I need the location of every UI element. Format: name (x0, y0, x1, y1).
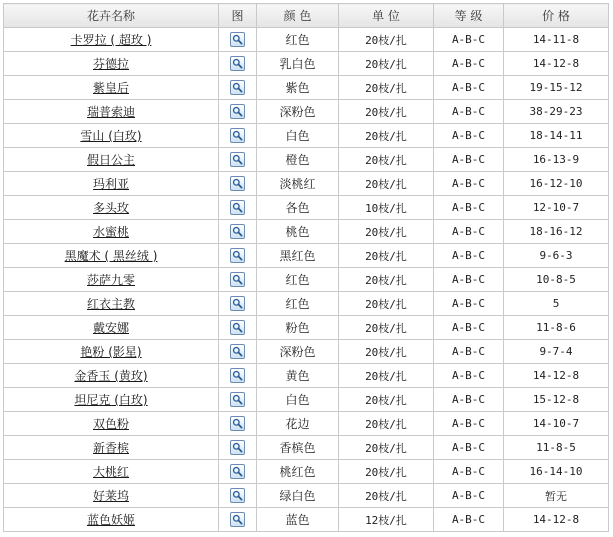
price-cell: 14-12-8 (504, 364, 609, 388)
unit-cell: 20枝/扎 (339, 436, 434, 460)
flower-name-link[interactable]: 蓝色妖姬 (86, 513, 135, 527)
table-row (4, 220, 609, 244)
table-row (4, 436, 609, 460)
flower-name-link[interactable]: 戴安娜 (92, 321, 129, 335)
unit-cell: 20枝/扎 (339, 100, 434, 124)
flower-price-table (3, 3, 609, 532)
price-cell: 9-7-4 (504, 340, 609, 364)
magnifier-icon[interactable] (230, 80, 245, 95)
price-cell: 10-8-5 (504, 268, 609, 292)
magnifier-icon[interactable] (230, 104, 245, 119)
flower-name-link[interactable]: 假日公主 (86, 153, 135, 167)
magnifier-icon[interactable] (230, 32, 245, 47)
magnifier-icon[interactable] (230, 272, 245, 287)
price-cell: 18-16-12 (504, 220, 609, 244)
flower-name-cell (4, 316, 219, 340)
color-cell: 桃红色 (257, 460, 339, 484)
magnifier-icon[interactable] (230, 368, 245, 383)
table-row (4, 340, 609, 364)
price-cell: 14-10-7 (504, 412, 609, 436)
grade-cell: A-B-C (434, 244, 504, 268)
color-cell: 红色 (257, 268, 339, 292)
color-cell: 白色 (257, 124, 339, 148)
flower-name-link[interactable]: 卡罗拉 ( 超玫 ) (70, 33, 152, 47)
table-row (4, 76, 609, 100)
table-row (4, 364, 609, 388)
grade-cell: A-B-C (434, 220, 504, 244)
color-cell: 香槟色 (257, 436, 339, 460)
price-cell: 38-29-23 (504, 100, 609, 124)
grade-cell: A-B-C (434, 292, 504, 316)
magnifier-icon[interactable] (230, 512, 245, 527)
grade-cell: A-B-C (434, 124, 504, 148)
price-cell: 15-12-8 (504, 388, 609, 412)
grade-cell: A-B-C (434, 388, 504, 412)
price-cell: 14-12-8 (504, 508, 609, 532)
magnifier-icon[interactable] (230, 200, 245, 215)
picture-cell (219, 388, 257, 412)
unit-cell: 20枝/扎 (339, 172, 434, 196)
price-cell: 14-11-8 (504, 28, 609, 52)
unit-cell: 20枝/扎 (339, 460, 434, 484)
table-row (4, 196, 609, 220)
flower-name-link[interactable]: 金香玉 (黄玫) (74, 369, 148, 383)
color-cell: 各色 (257, 196, 339, 220)
table-row (4, 316, 609, 340)
flower-name-link[interactable]: 黑魔术 ( 黑丝绒 ) (64, 249, 158, 263)
grade-cell: A-B-C (434, 436, 504, 460)
price-cell: 16-14-10 (504, 460, 609, 484)
table-row (4, 460, 609, 484)
picture-cell (219, 268, 257, 292)
flower-name-cell (4, 196, 219, 220)
grade-cell: A-B-C (434, 412, 504, 436)
magnifier-icon[interactable] (230, 248, 245, 263)
magnifier-icon[interactable] (230, 488, 245, 503)
color-cell: 乳白色 (257, 52, 339, 76)
picture-cell (219, 364, 257, 388)
unit-cell: 20枝/扎 (339, 292, 434, 316)
picture-cell (219, 316, 257, 340)
header-picture: 图 (219, 4, 257, 28)
color-cell: 蓝色 (257, 508, 339, 532)
header-price: 价 格 (504, 4, 609, 28)
flower-name-cell (4, 28, 219, 52)
flower-name-link[interactable]: 艳粉 (影星) (80, 345, 142, 359)
magnifier-icon[interactable] (230, 296, 245, 311)
picture-cell (219, 172, 257, 196)
price-cell: 18-14-11 (504, 124, 609, 148)
price-cell: 9-6-3 (504, 244, 609, 268)
flower-name-cell (4, 484, 219, 508)
color-cell: 花边 (257, 412, 339, 436)
flower-name-link[interactable]: 大桃红 (92, 465, 129, 479)
unit-cell: 20枝/扎 (339, 364, 434, 388)
table-row (4, 508, 609, 532)
flower-name-cell (4, 220, 219, 244)
flower-name-link[interactable]: 新香槟 (92, 441, 129, 455)
header-color: 颜 色 (257, 4, 339, 28)
grade-cell: A-B-C (434, 316, 504, 340)
flower-name-cell (4, 388, 219, 412)
unit-cell: 20枝/扎 (339, 412, 434, 436)
color-cell: 白色 (257, 388, 339, 412)
flower-name-cell (4, 100, 219, 124)
color-cell: 深粉色 (257, 100, 339, 124)
price-cell: 暂无 (504, 484, 609, 508)
magnifier-icon[interactable] (230, 128, 245, 143)
flower-name-cell (4, 364, 219, 388)
price-cell: 11-8-6 (504, 316, 609, 340)
flower-name-link[interactable]: 芬德拉 (92, 57, 129, 71)
magnifier-icon[interactable] (230, 176, 245, 191)
flower-name-cell (4, 124, 219, 148)
flower-name-link[interactable]: 多头玫 (92, 201, 129, 215)
table-row (4, 292, 609, 316)
flower-name-cell (4, 148, 219, 172)
price-cell: 14-12-8 (504, 52, 609, 76)
color-cell: 紫色 (257, 76, 339, 100)
price-cell: 16-13-9 (504, 148, 609, 172)
unit-cell: 20枝/扎 (339, 268, 434, 292)
price-cell: 16-12-10 (504, 172, 609, 196)
price-cell: 11-8-5 (504, 436, 609, 460)
unit-cell: 20枝/扎 (339, 28, 434, 52)
table-header-row (4, 4, 609, 28)
picture-cell (219, 484, 257, 508)
flower-name-cell (4, 76, 219, 100)
flower-name-cell (4, 244, 219, 268)
picture-cell (219, 124, 257, 148)
magnifier-icon[interactable] (230, 224, 245, 239)
magnifier-icon[interactable] (230, 440, 245, 455)
table-row (4, 28, 609, 52)
price-cell: 12-10-7 (504, 196, 609, 220)
picture-cell (219, 436, 257, 460)
price-cell: 5 (504, 292, 609, 316)
grade-cell: A-B-C (434, 28, 504, 52)
color-cell: 红色 (257, 28, 339, 52)
unit-cell: 20枝/扎 (339, 124, 434, 148)
grade-cell: A-B-C (434, 268, 504, 292)
table-row (4, 268, 609, 292)
picture-cell (219, 100, 257, 124)
picture-cell (219, 508, 257, 532)
picture-cell (219, 220, 257, 244)
unit-cell: 20枝/扎 (339, 148, 434, 172)
flower-name-link[interactable]: 玛利亚 (92, 177, 129, 191)
flower-name-cell (4, 172, 219, 196)
unit-cell: 20枝/扎 (339, 484, 434, 508)
flower-name-cell (4, 508, 219, 532)
color-cell: 红色 (257, 292, 339, 316)
header-unit: 单 位 (339, 4, 434, 28)
color-cell: 淡桃红 (257, 172, 339, 196)
unit-cell: 20枝/扎 (339, 244, 434, 268)
grade-cell: A-B-C (434, 76, 504, 100)
magnifier-icon[interactable] (230, 416, 245, 431)
picture-cell (219, 148, 257, 172)
magnifier-icon[interactable] (230, 344, 245, 359)
color-cell: 橙色 (257, 148, 339, 172)
price-cell: 19-15-12 (504, 76, 609, 100)
grade-cell: A-B-C (434, 172, 504, 196)
flower-name-link[interactable]: 瑞普索迪 (86, 105, 135, 119)
flower-name-link[interactable]: 双色粉 (92, 417, 129, 431)
unit-cell: 20枝/扎 (339, 340, 434, 364)
unit-cell: 20枝/扎 (339, 220, 434, 244)
magnifier-icon[interactable] (230, 56, 245, 71)
color-cell: 深粉色 (257, 340, 339, 364)
flower-name-link[interactable]: 雪山 (白玫) (80, 129, 142, 143)
picture-cell (219, 52, 257, 76)
picture-cell (219, 28, 257, 52)
magnifier-icon[interactable] (230, 392, 245, 407)
color-cell: 黄色 (257, 364, 339, 388)
picture-cell (219, 196, 257, 220)
header-grade: 等 级 (434, 4, 504, 28)
picture-cell (219, 460, 257, 484)
grade-cell: A-B-C (434, 508, 504, 532)
grade-cell: A-B-C (434, 196, 504, 220)
picture-cell (219, 76, 257, 100)
flower-name-link[interactable]: 红衣主教 (86, 297, 135, 311)
flower-name-link[interactable]: 好莱坞 (92, 489, 129, 503)
flower-name-link[interactable]: 水蜜桃 (92, 225, 129, 239)
grade-cell: A-B-C (434, 100, 504, 124)
grade-cell: A-B-C (434, 148, 504, 172)
table-row (4, 388, 609, 412)
grade-cell: A-B-C (434, 364, 504, 388)
magnifier-icon[interactable] (230, 464, 245, 479)
color-cell: 绿白色 (257, 484, 339, 508)
color-cell: 黑红色 (257, 244, 339, 268)
table-row (4, 244, 609, 268)
picture-cell (219, 340, 257, 364)
table-row (4, 52, 609, 76)
table-row (4, 124, 609, 148)
table-row (4, 100, 609, 124)
flower-name-link[interactable]: 紫皇后 (92, 81, 129, 95)
table-row (4, 412, 609, 436)
unit-cell: 20枝/扎 (339, 52, 434, 76)
magnifier-icon[interactable] (230, 152, 245, 167)
grade-cell: A-B-C (434, 52, 504, 76)
flower-name-cell (4, 412, 219, 436)
color-cell: 桃色 (257, 220, 339, 244)
unit-cell: 20枝/扎 (339, 388, 434, 412)
flower-name-cell (4, 268, 219, 292)
table-row (4, 172, 609, 196)
table-row (4, 484, 609, 508)
flower-name-cell (4, 340, 219, 364)
flower-name-link[interactable]: 坦尼克 (白玫) (74, 393, 148, 407)
flower-name-cell (4, 52, 219, 76)
magnifier-icon[interactable] (230, 320, 245, 335)
flower-name-cell (4, 436, 219, 460)
color-cell: 粉色 (257, 316, 339, 340)
unit-cell: 20枝/扎 (339, 76, 434, 100)
grade-cell: A-B-C (434, 340, 504, 364)
picture-cell (219, 292, 257, 316)
unit-cell: 20枝/扎 (339, 316, 434, 340)
unit-cell: 10枝/扎 (339, 196, 434, 220)
unit-cell: 12枝/扎 (339, 508, 434, 532)
picture-cell (219, 412, 257, 436)
grade-cell: A-B-C (434, 460, 504, 484)
flower-name-link[interactable]: 莎萨九零 (86, 273, 135, 287)
grade-cell: A-B-C (434, 484, 504, 508)
table-row (4, 148, 609, 172)
header-flower-name: 花卉名称 (4, 4, 219, 28)
flower-name-cell (4, 292, 219, 316)
flower-name-cell (4, 460, 219, 484)
picture-cell (219, 244, 257, 268)
